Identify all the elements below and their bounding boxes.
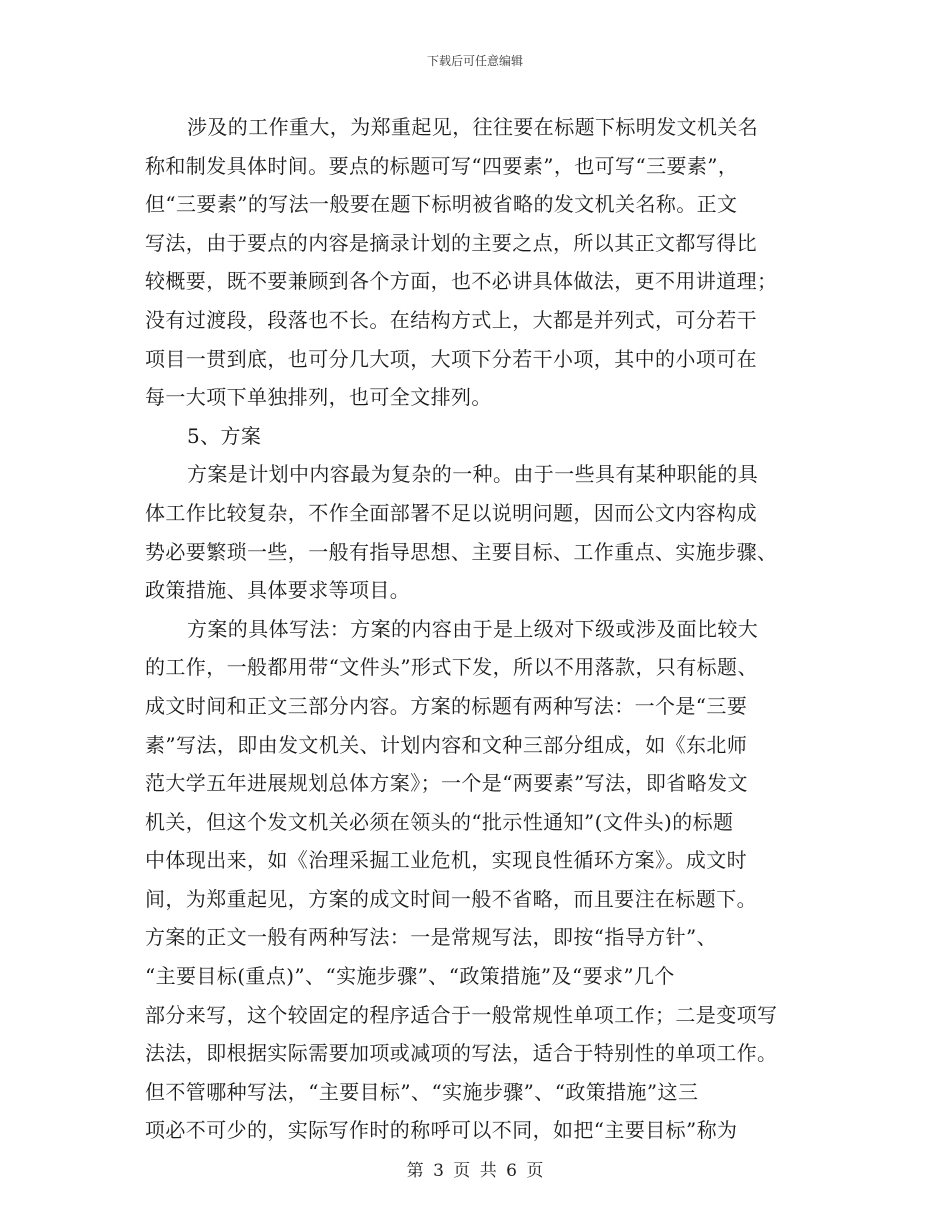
text-line: 方案是计划中内容最为复杂的一种。由于一些具有某种职能的具 — [187, 462, 759, 487]
text-line: 称和制发具体时间。要点的标题可写“四要素”，也可写“三要素”， — [145, 153, 739, 178]
text-line: 每一大项下单独排列，也可全文排列。 — [145, 385, 492, 410]
text-line: 5、方案 — [187, 423, 262, 448]
text-line: 政策措施、具体要求等项目。 — [145, 578, 411, 603]
text-line: 项必不可少的，实际写作时的称呼可以不同，如把“主要目标”称为 — [145, 1118, 738, 1143]
page-header: 下载后可任意编辑 — [426, 54, 523, 68]
text-line: 但“三要素”的写法一般要在题下标明被省略的发文机关名称。正文 — [145, 192, 738, 217]
text-line: 项目一贯到底，也可分几大项，大项下分若干小项，其中的小项可在 — [145, 346, 757, 371]
text-line: 部分来写，这个较固定的程序适合于一般常规性单项工作；二是变项写 — [145, 1002, 778, 1027]
text-line: 机关，但这个发文机关必须在领头的“批示性通知”(文件头)的标题 — [145, 809, 734, 834]
document-body — [145, 108, 810, 1150]
text-line: 素”写法，即由发文机关、计划内容和文种三部分组成，如《东北师 — [145, 732, 748, 757]
text-line: 方案的正文一般有两种写法：一是常规写法，即按“指导方针”、 — [145, 925, 718, 950]
text-line: 势必要繁琐一些，一般有指导思想、主要目标、工作重点、实施步骤、 — [145, 539, 778, 564]
text-line: 范大学五年进展规划总体方案》；一个是“两要素”写法，即省略发文 — [145, 771, 748, 796]
text-line: 写法，由于要点的内容是摘录计划的主要之点，所以其正文都写得比 — [145, 230, 757, 255]
text-line: 没有过渡段，段落也不长。在结构方式上，大都是并列式，可分若干 — [145, 307, 757, 332]
text-line: 但不管哪种写法，“主要目标”、“实施步骤”、“政策措施”这三 — [145, 1079, 699, 1104]
text-line: 中体现出来，如《治理采掘工业危机，实现良性循环方案》。成文时 — [145, 848, 747, 873]
text-line: 成文时间和正文三部分内容。方案的标题有两种写法：一个是“三要 — [145, 693, 748, 718]
text-line: 间，为郑重起见，方案的成文时间一般不省略，而且要注在标题下。 — [145, 886, 757, 911]
text-line: 涉及的工作重大，为郑重起见，往往要在标题下标明发文机关名 — [187, 115, 759, 139]
text-line: 方案的具体写法：方案的内容由于是上级对下级或涉及面比较大 — [187, 616, 759, 641]
text-line: “主要目标(重点)”、“实施步骤”、“政策措施”及“要求”几个 — [145, 964, 675, 989]
text-line: 法法，即根据实际需要加项或减项的写法，适合于特别性的单项工作。 — [145, 1041, 778, 1066]
text-line: 较概要，既不要兼顾到各个方面，也不必讲具体做法，更不用讲道理； — [145, 269, 778, 294]
text-line: 的工作，一般都用带“文件头”形式下发，所以不用落款，只有标题、 — [145, 655, 758, 680]
text-line: 体工作比较复杂，不作全面部署不足以说明问题，因而公文内容构成 — [145, 500, 757, 525]
page-footer: 第 3 页 共 6 页 — [406, 1161, 544, 1181]
